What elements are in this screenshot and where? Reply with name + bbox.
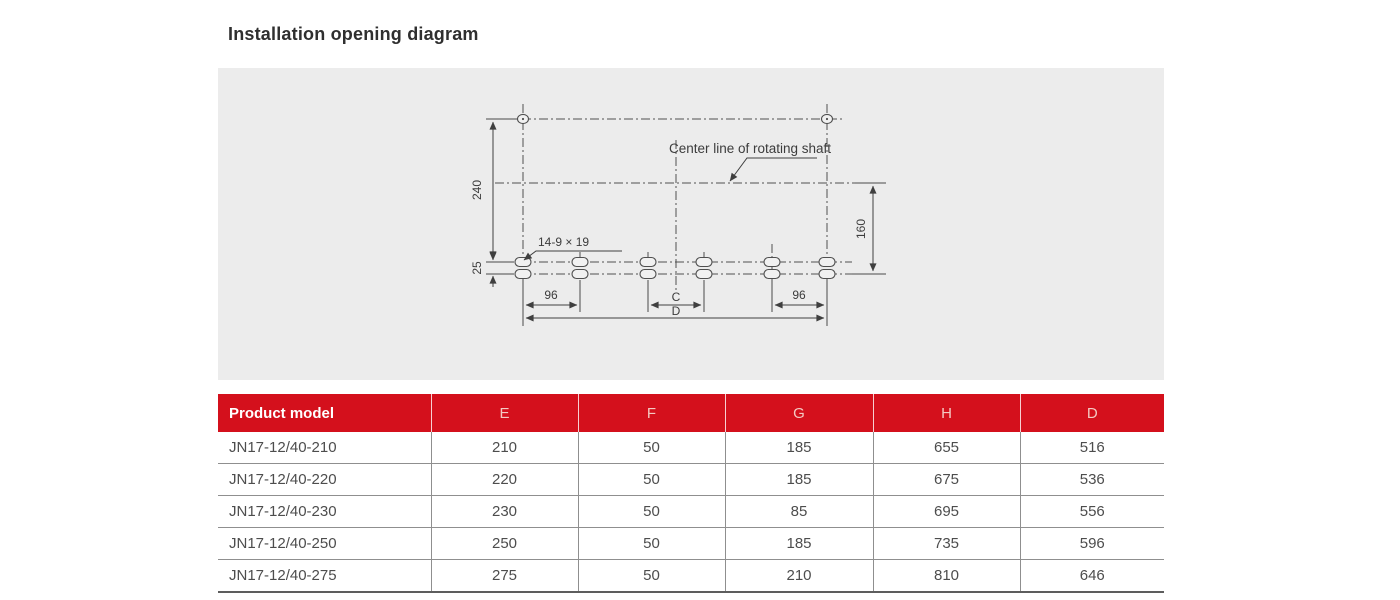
mounting-holes [515,114,835,278]
cell-g: 185 [725,528,873,560]
header-g: G [725,394,873,432]
cell-e: 210 [431,432,578,464]
dim-96-left-label: 96 [544,288,558,302]
cell-e: 220 [431,464,578,496]
header-h: H [873,394,1020,432]
table-row [218,528,1164,560]
dim-25-label: 25 [470,261,484,275]
holes-spec-label: 14-9 × 19 [538,235,590,249]
cell-d: 596 [1020,528,1164,560]
cell-model: JN17-12/40-210 [218,432,431,464]
page-title: Installation opening diagram [228,24,479,44]
cell-g: 210 [725,560,873,593]
cell-g: 85 [725,496,873,528]
table-header-row [218,394,1164,432]
cell-d: 536 [1020,464,1164,496]
cell-d: 646 [1020,560,1164,593]
table-row [218,464,1164,496]
cell-model: JN17-12/40-250 [218,528,431,560]
cell-e: 275 [431,560,578,593]
diagram-panel [218,68,1164,380]
header-d: D [1020,394,1164,432]
center-line-leader [730,158,817,181]
header-f: F [578,394,725,432]
cell-h: 735 [873,528,1020,560]
table-row [218,432,1164,464]
cell-h: 695 [873,496,1020,528]
center-lines [495,104,862,292]
cell-e: 250 [431,528,578,560]
header-product-model: Product model [218,394,431,432]
cell-model: JN17-12/40-230 [218,496,431,528]
cell-f: 50 [578,432,725,464]
table-row [218,560,1164,593]
installation-diagram [218,68,1164,380]
dimension-table [218,394,1164,593]
table-row [218,496,1164,528]
cell-model: JN17-12/40-275 [218,560,431,593]
cell-h: 675 [873,464,1020,496]
cell-h: 810 [873,560,1020,593]
cell-d: 556 [1020,496,1164,528]
cell-model: JN17-12/40-220 [218,464,431,496]
dim-d-label: D [671,304,681,318]
dim-96-right-label: 96 [792,288,806,302]
cell-h: 655 [873,432,1020,464]
cell-f: 50 [578,560,725,593]
cell-f: 50 [578,496,725,528]
dim-c-label: C [671,290,681,304]
center-line-label: Center line of rotating shaft [668,141,832,156]
header-e: E [431,394,578,432]
dim-160-label: 160 [854,218,868,240]
cell-d: 516 [1020,432,1164,464]
dim-240-label: 240 [470,179,484,201]
cell-f: 50 [578,528,725,560]
cell-e: 230 [431,496,578,528]
cell-g: 185 [725,464,873,496]
cell-f: 50 [578,464,725,496]
cell-g: 185 [725,432,873,464]
